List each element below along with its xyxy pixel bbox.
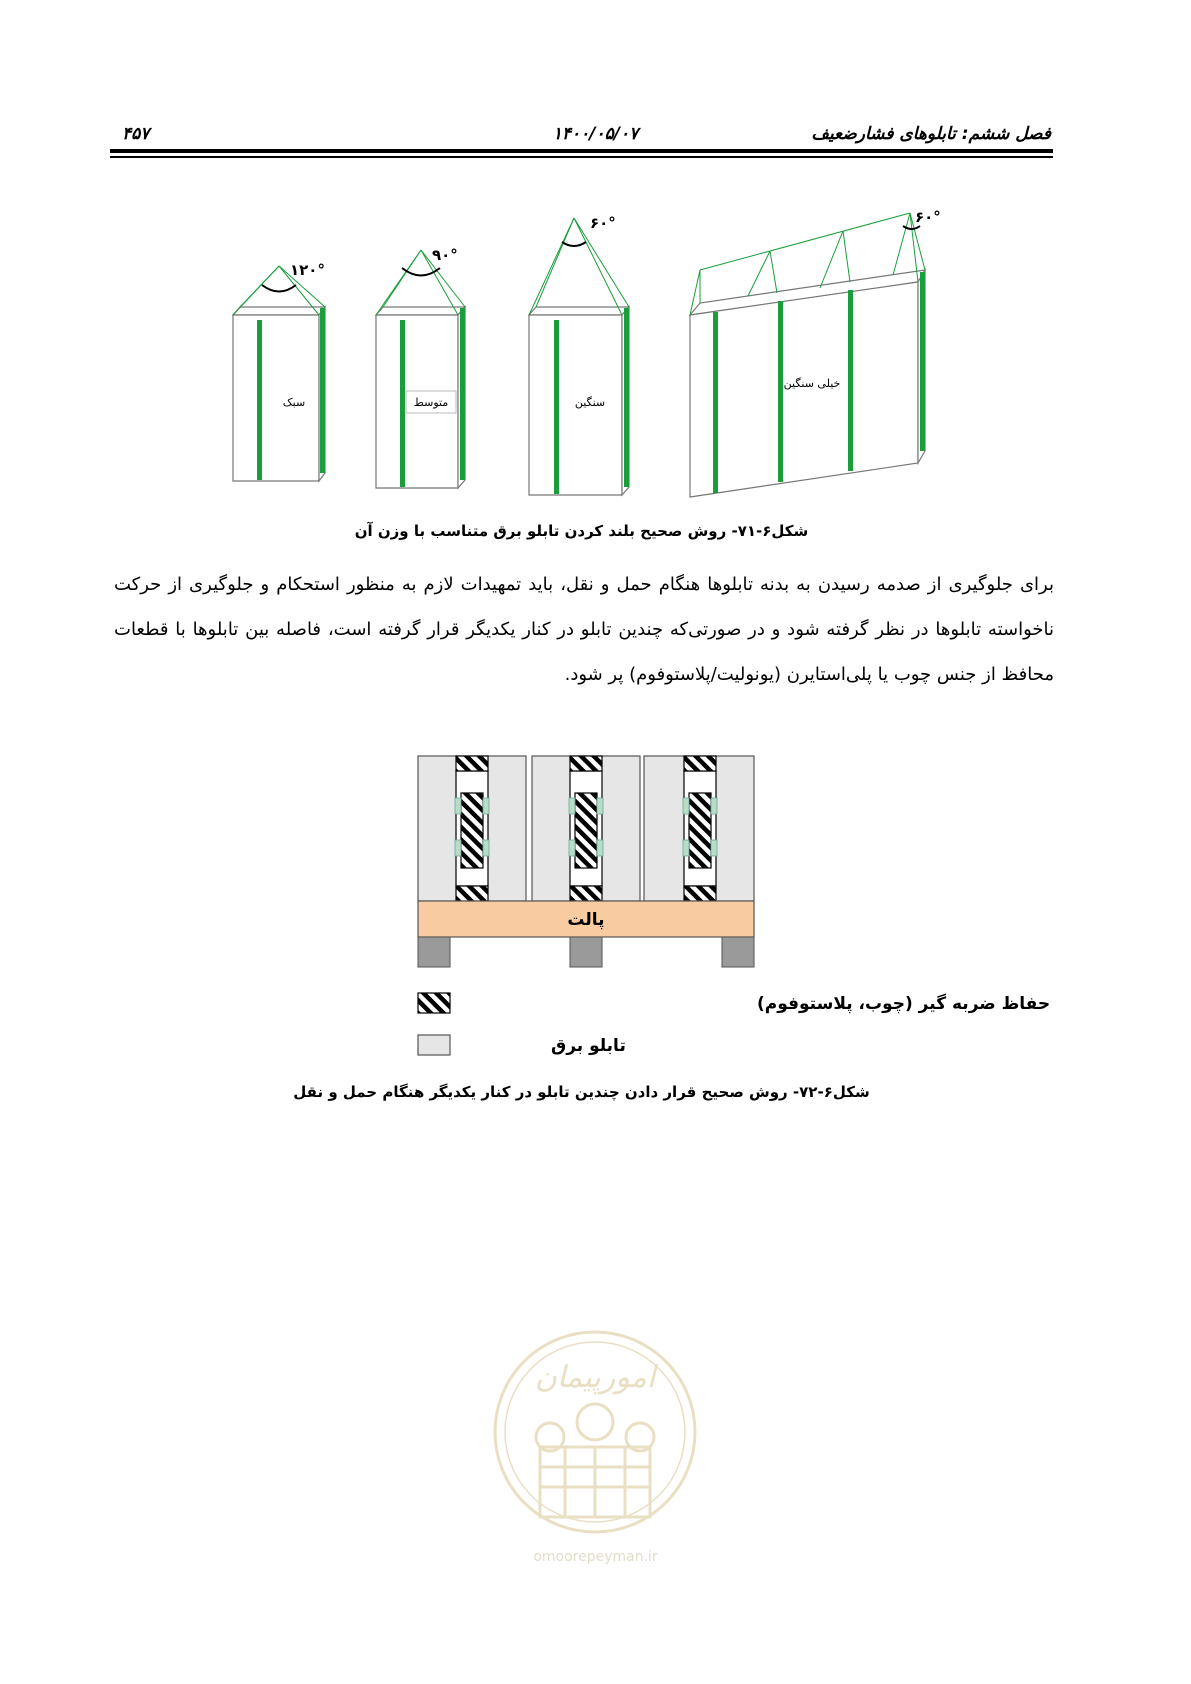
- figure-72-caption: شکل۶-۷۲- روش صحیح قرار دادن چندین تابلو در کنار یکدیگر هنگام حمل و نقل: [293, 1083, 870, 1101]
- cabinet-label-very-heavy: خیلی سنگین: [783, 377, 841, 390]
- angle-label-medium: ۹۰°: [432, 246, 458, 264]
- legend-swatch-guard: [418, 993, 450, 1013]
- figure-72-pallet-diagram: [0, 740, 1191, 1060]
- figure-71-caption: شکل۶-۷۱- روش صحیح بلند کردن تابلو برق متناسب با وزن آن: [354, 522, 809, 540]
- body-paragraph: برای جلوگیری از صدمه رسیدن به بدنه تابلوها هنگام حمل و نقل، باید تمهیدات لازم به منظور استحکام و جلوگیری از حرکت ناخواسته تابلوها در نظر گرفته شود و در صورتی‌که چندین تابلو در کنار یکدیگر قرار گرفته است، فاصله بین تابلوها با قطعات محافظ از جنس چوب یا پلی‌استایرن (یونولیت/پلاستوفوم) پر شود.: [114, 574, 1054, 685]
- pallet-label: پالت: [567, 910, 605, 930]
- cabinet-label-light: سبک: [282, 396, 306, 409]
- watermark-text: امورپیمان: [534, 1360, 656, 1395]
- angle-label-heavy: ۶۰°: [590, 214, 616, 232]
- page-number: ۴۵۷: [122, 124, 150, 144]
- watermark-seal-logo: [485, 1322, 705, 1554]
- cabinet-heavy: [529, 218, 629, 495]
- running-header-title: فصل ششم: تابلوهای فشارضعیف: [811, 124, 1051, 144]
- cabinet-label-heavy: سنگین: [574, 396, 606, 409]
- cabinet-medium: [376, 250, 465, 488]
- cabinet-very-heavy: [690, 213, 925, 497]
- legend-swatch-panel: [418, 1035, 450, 1055]
- legend-label-guard: حفاظ ضربه گیر (چوب، پلاستوفوم): [757, 994, 1051, 1014]
- running-header-date: ۱۴۰۰/۰۵/۰۷: [552, 124, 639, 144]
- header-rule-thin: [110, 156, 1053, 158]
- cabinet-label-medium: متوسط: [413, 396, 449, 409]
- legend-label-panel: تابلو برق: [551, 1036, 626, 1056]
- watermark-site: omoorepeyman.ir: [533, 1549, 658, 1565]
- angle-label-light: ۱۲۰°: [290, 261, 325, 279]
- header-rule-thick: [110, 149, 1053, 153]
- angle-label-very-heavy: ۶۰°: [915, 208, 941, 226]
- figure-71-lifting-diagram: [0, 180, 1191, 510]
- cabinet-light: [233, 266, 325, 481]
